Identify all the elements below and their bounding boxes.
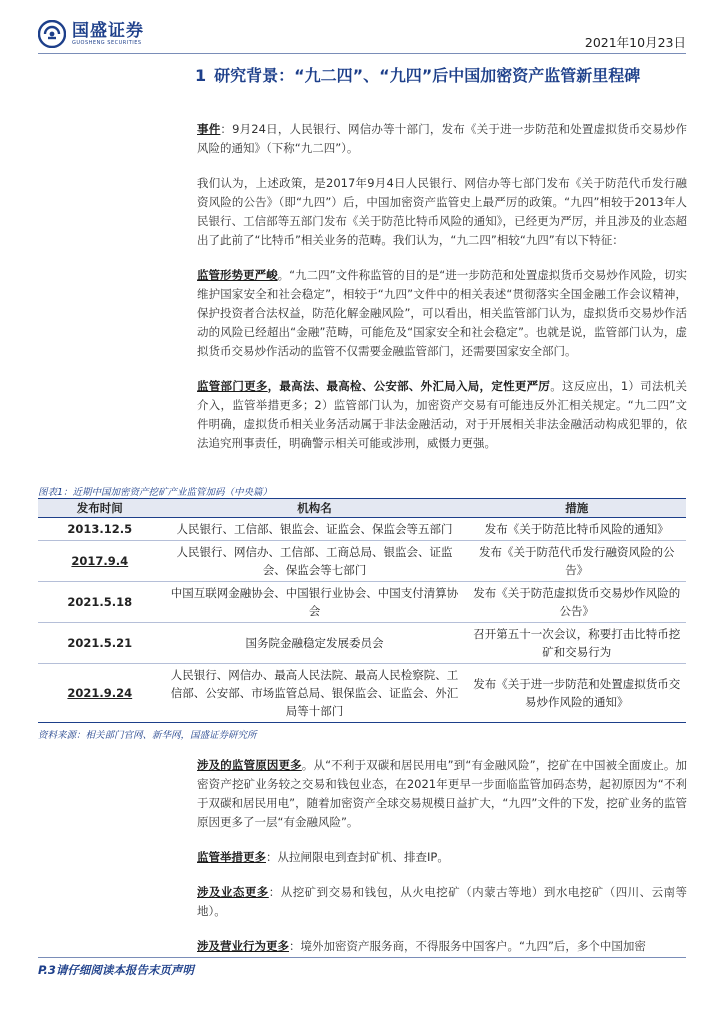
paragraph-measures bbox=[197, 848, 687, 867]
row-measure: 召开第五十一次会议，称要打击比特币挖矿和交易行为 bbox=[473, 627, 681, 659]
paragraph-operations bbox=[197, 937, 687, 956]
table-row bbox=[38, 518, 686, 541]
paragraph-lead: 监管举措更多 bbox=[197, 850, 266, 864]
row-institutions: 人民银行、工信部、银监会、证监会、保监会等五部门 bbox=[176, 522, 453, 536]
paragraph-text: 。这反应出，1）司法机关介入，监管举措更多；2）监管部门认为，加密资产交易有可能违反外汇相关规定。“九二四”文件明确，虚拟货币相关业务活动属于非法金融活动，对于开展相关非法金融活动构成犯罪的，依法追究刑事责任，明确警示相关可能或涉刑，威慑力更强。 bbox=[197, 379, 688, 450]
figure-source: 资料来源：相关部门官网、新华网，国盛证券研究所 bbox=[38, 730, 257, 741]
paragraph-business bbox=[197, 883, 687, 921]
paragraph-opinion bbox=[197, 174, 687, 250]
company-logo bbox=[38, 20, 144, 48]
paragraph-event bbox=[197, 120, 687, 158]
paragraph-lead: 事件 bbox=[197, 122, 221, 136]
footer-divider bbox=[38, 957, 686, 958]
body-text-lower bbox=[197, 756, 687, 972]
paragraph-lead: 监管形势更严峻 bbox=[197, 268, 278, 282]
paragraph-lead: 涉及营业行为更多 bbox=[197, 939, 289, 953]
paragraph-text: 。“九二四”文件称监管的目的是“进一步防范和处置虚拟货币交易炒作风险，切实维护国家安全和社会稳定”，相较于“九四”文件中的相关表述“贯彻落实全国金融工作会议精神，保护投资者合法权益，防范化解金融风险”，可以看出，相关监管部门认为，虚拟货币交易炒作活动的风险已经超出“金融”范畴，可能危及“国家安全和社会稳定”。也就是说，监管部门认为，虚拟货币交易炒作活动的监管不仅需要金融监管部门，还需要国家安全部门。 bbox=[197, 268, 688, 358]
row-measure: 发布《关于防范虚拟货币交易炒作风险的公告》 bbox=[473, 586, 681, 618]
regulation-table bbox=[38, 498, 686, 723]
paragraph-text: ：9月24日，人民银行、网信办等十部门，发布《关于进一步防范和处置虚拟货币交易炒作风险的通知》（下称“九二四”）。 bbox=[197, 122, 688, 155]
row-institutions: 人民银行、网信办、最高人民法院、最高人民检察院、工信部、公安部、市场监管总局、银保监会、证监会、外汇局等十部门 bbox=[170, 668, 459, 718]
section-number: 1 bbox=[195, 66, 207, 85]
paragraph-reasons bbox=[197, 756, 687, 832]
header-divider bbox=[38, 53, 686, 54]
logo-emblem-icon bbox=[38, 20, 66, 48]
column-header-measure: 措施 bbox=[467, 499, 686, 518]
row-institutions: 国务院金融稳定发展委员会 bbox=[245, 636, 384, 650]
table-row bbox=[38, 664, 686, 723]
table-row bbox=[38, 623, 686, 664]
report-date: 2021年10月23日 bbox=[584, 35, 686, 50]
paragraph-lead: 涉及的监管原因更多 bbox=[197, 758, 302, 772]
row-measure: 发布《关于防范代币发行融资风险的公告》 bbox=[478, 545, 675, 577]
paragraph-severity bbox=[197, 266, 687, 361]
table-header-row bbox=[38, 499, 686, 518]
paragraph-text: ：境外加密资产服务商，不得服务中国客户。“九四”后，多个中国加密 bbox=[289, 939, 646, 953]
row-date: 2021.9.24 bbox=[67, 686, 133, 700]
page-header bbox=[0, 0, 724, 60]
page-footer: P.3请仔细阅读本报告末页声明 bbox=[38, 963, 194, 977]
row-date: 2017.9.4 bbox=[71, 554, 129, 568]
paragraph-text: 我们认为，上述政策，是2017年9月4日人民银行、网信办等七部门发布《关于防范代币发行融资风险的公告》（即“九四”）后，中国加密资产监管史上最严厉的政策。“九四”相较于2013年人民银行、工信部等五部门发布《关于防范比特币风险的通知》，已经更为严厉，并且涉及的业态超出了此前了“比特币”相关业务的范畴。我们认为，“九二四”相较“九四”有以下特征： bbox=[197, 176, 687, 247]
row-date: 2021.5.21 bbox=[67, 636, 133, 650]
row-institutions: 人民银行、网信办、工信部、工商总局、银监会、证监会、保监会等七部门 bbox=[176, 545, 453, 577]
paragraph-text: 。从“不利于双碳和居民用电”到“有金融风险”，挖矿在中国被全面废止。加密资产挖矿业务较之交易和钱包业态，在2021年更早一步面临监管加码态势，起初原因为“不利于双碳和居民用电”，随着加密资产全球交易规模日益扩大，“九四”文件的下发，挖矿业务的监管原因更多了一层“有金融风险”。 bbox=[197, 758, 688, 829]
section-heading bbox=[195, 63, 695, 86]
column-header-date: 发布时间 bbox=[38, 499, 162, 518]
paragraph-text: ：从拉闸限电到查封矿机、排查IP。 bbox=[266, 850, 449, 864]
column-header-institution: 机构名 bbox=[162, 499, 468, 518]
section-title: 研究背景：“九二四”、“九四”后中国加密资产监管新里程碑 bbox=[214, 66, 641, 85]
paragraph-text: ：从挖矿到交易和钱包，从火电挖矿（内蒙古等地）到水电挖矿（四川、云南等地）。 bbox=[197, 885, 688, 918]
paragraph-lead: 监管部门更多 bbox=[197, 379, 268, 393]
figure-caption: 图表1：近期中国加密资产挖矿产业监管加码（中央篇） bbox=[38, 487, 273, 498]
row-measure: 发布《关于进一步防范和处置虚拟货币交易炒作风险的通知》 bbox=[473, 677, 681, 709]
logo-name: 国盛证券 bbox=[72, 20, 144, 41]
row-measure: 发布《关于防范比特币风险的通知》 bbox=[484, 522, 669, 536]
row-date: 2013.12.5 bbox=[67, 522, 133, 536]
row-date: 2021.5.18 bbox=[67, 595, 133, 609]
body-text-upper bbox=[197, 120, 687, 469]
table-row bbox=[38, 541, 686, 582]
row-institutions: 中国互联网金融协会、中国银行业协会、中国支付清算协会 bbox=[170, 586, 459, 618]
logo-english-name: GUOSHENG SECURITIES bbox=[72, 39, 142, 46]
table-row bbox=[38, 582, 686, 623]
paragraph-agencies bbox=[197, 377, 687, 453]
paragraph-lead: 涉及业态更多 bbox=[197, 885, 269, 899]
paragraph-bold-text: ，最高法、最高检、公安部、外汇局入局，定性更严厉 bbox=[267, 379, 551, 393]
